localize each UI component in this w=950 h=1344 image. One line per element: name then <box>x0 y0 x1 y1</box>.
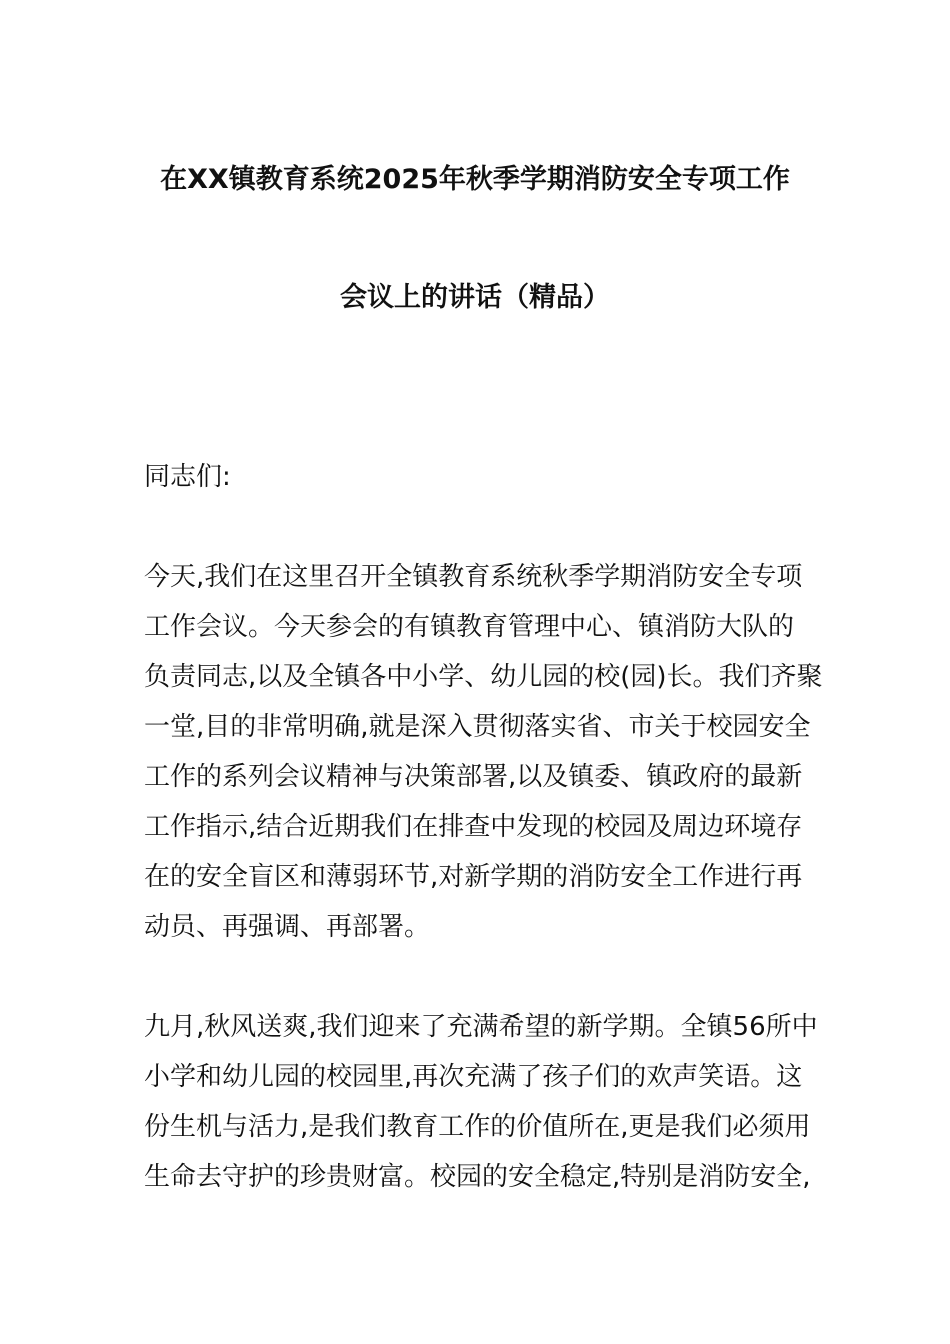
paragraph-1 <box>144 552 823 952</box>
paragraph-line: 一堂,目的非常明确,就是深入贯彻落实省、市关于校园安全 <box>144 712 811 742</box>
document-title-line-1: 在XX镇教育系统2025年秋季学期消防安全专项工作 <box>160 164 790 195</box>
paragraph-line: 九月,秋风送爽,我们迎来了充满希望的新学期。全镇56所中 <box>144 1012 818 1042</box>
paragraph-2 <box>144 1002 818 1202</box>
paragraph-line: 工作会议。今天参会的有镇教育管理中心、镇消防大队的 <box>144 612 795 642</box>
paragraph-line: 小学和幼儿园的校园里,再次充满了孩子们的欢声笑语。这 <box>144 1062 803 1092</box>
salutation-text: 同志们: <box>144 462 231 492</box>
paragraph-line: 今天,我们在这里召开全镇教育系统秋季学期消防安全专项 <box>144 562 803 592</box>
paragraph-line: 工作的系列会议精神与决策部署,以及镇委、镇政府的最新 <box>144 762 803 792</box>
document-title-line-2: 会议上的讲话（精品） <box>340 282 610 313</box>
paragraph-line: 生命去守护的珍贵财富。校园的安全稳定,特别是消防安全, <box>144 1162 811 1192</box>
paragraph-line: 动员、再强调、再部署。 <box>144 912 431 942</box>
paragraph-line: 份生机与活力,是我们教育工作的价值所在,更是我们必须用 <box>144 1112 811 1142</box>
paragraph-line: 在的安全盲区和薄弱环节,对新学期的消防安全工作进行再 <box>144 862 803 892</box>
paragraph-line: 工作指示,结合近期我们在排查中发现的校园及周边环境存 <box>144 812 803 842</box>
paragraph-line: 负责同志,以及全镇各中小学、幼儿园的校(园)长。我们齐聚 <box>144 662 823 692</box>
salutation <box>144 452 814 502</box>
